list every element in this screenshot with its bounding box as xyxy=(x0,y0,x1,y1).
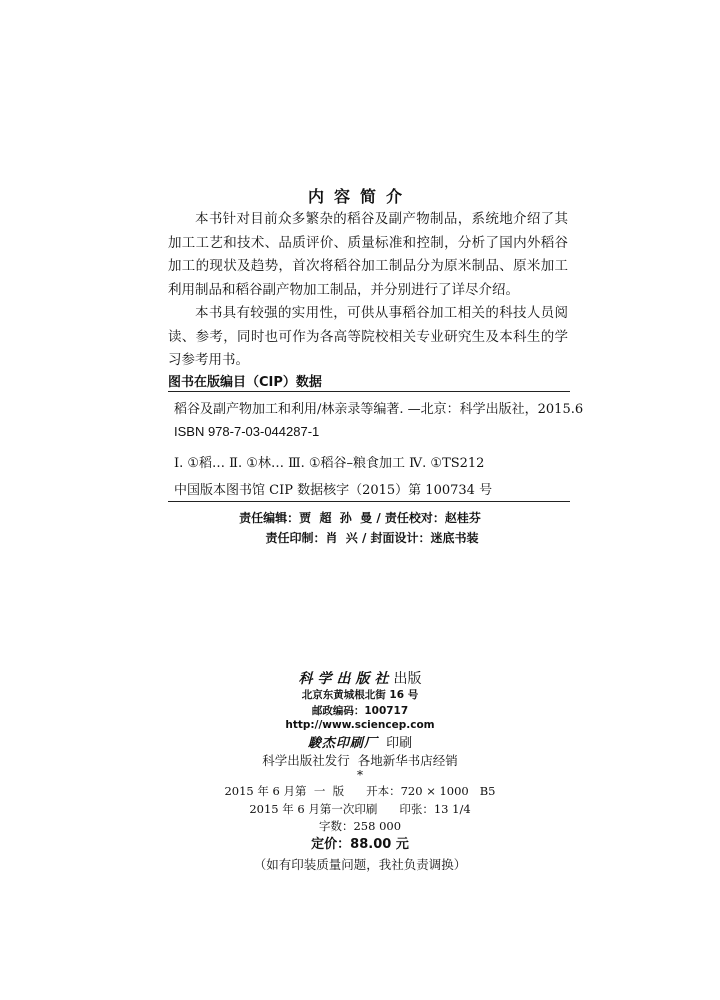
quality-notice: （如有印装质量问题，我社负责调换） xyxy=(253,857,467,872)
cip-isbn-line: ISBN 978-7-03-044287-1 xyxy=(174,424,320,439)
publisher-postcode: 邮政编码：100717 xyxy=(311,705,409,717)
publisher-address: 北京东黄城根北街 16 号 xyxy=(301,689,419,701)
printer-line xyxy=(0,732,720,751)
publisher-name: 科学出版社 xyxy=(298,671,394,687)
publisher-suffix: 出版 xyxy=(393,671,422,687)
cip-verification-line: 中国版本图书馆 CIP 数据核字（2015）第 100734 号 xyxy=(174,483,493,498)
publisher-website: http://www.sciencep.com xyxy=(285,719,435,731)
cip-heading: 图书在版编目（CIP）数据 xyxy=(168,375,322,390)
word-count: 字数：258 000 xyxy=(318,819,402,833)
separator-star: * xyxy=(357,768,363,782)
price: 定价：88.00 元 xyxy=(311,837,409,852)
publisher-line xyxy=(0,668,720,688)
summary-paragraph: 本书具有较强的实用性，可供从事稻谷加工相关的科技人员阅读、参考，同时也可作为各高等院校相关专业研究生及本科生的学习参考用书。 xyxy=(168,305,568,368)
summary-title: 内容简介 xyxy=(307,187,412,206)
editors-line-2: 责任印制：肖 兴 / 封面设计：迷底书装 xyxy=(265,531,479,545)
printer-suffix: 印刷 xyxy=(386,736,413,751)
summary-body xyxy=(168,208,568,373)
edition-line: 2015 年 6 月第 一 版 开本：720 × 1000 B5 xyxy=(224,784,496,798)
cip-classification-line: Ⅰ. ①稻… Ⅱ. ①林… Ⅲ. ①稻谷–粮食加工 Ⅳ. ①TS212 xyxy=(174,456,485,471)
distribution-line: 科学出版社发行 各地新华书店经销 xyxy=(262,753,458,768)
cip-title-line: 稻谷及副产物加工和利用/林亲录等编著. —北京：科学出版社，2015.6 xyxy=(174,402,584,417)
summary-paragraph: 本书针对目前众多繁杂的稻谷及副产物制品，系统地介绍了其加工工艺和技术、品质评价、质量标准和控制，分析了国内外稻谷加工的现状及趋势，首次将稻谷加工制品分为原米制品、原米加工利用制品和稻谷副产物加工制品，并分别进行了详尽介绍。 xyxy=(168,211,568,298)
cip-top-rule xyxy=(168,391,570,392)
editors-line-1: 责任编辑：贾 超 孙 曼 / 责任校对：赵桂芬 xyxy=(239,511,481,525)
cip-bottom-rule xyxy=(168,501,570,502)
printer-name: 駿杰印刷厂 xyxy=(307,736,378,751)
printing-line: 2015 年 6 月第一次印刷 印张：13 1/4 xyxy=(249,802,471,816)
